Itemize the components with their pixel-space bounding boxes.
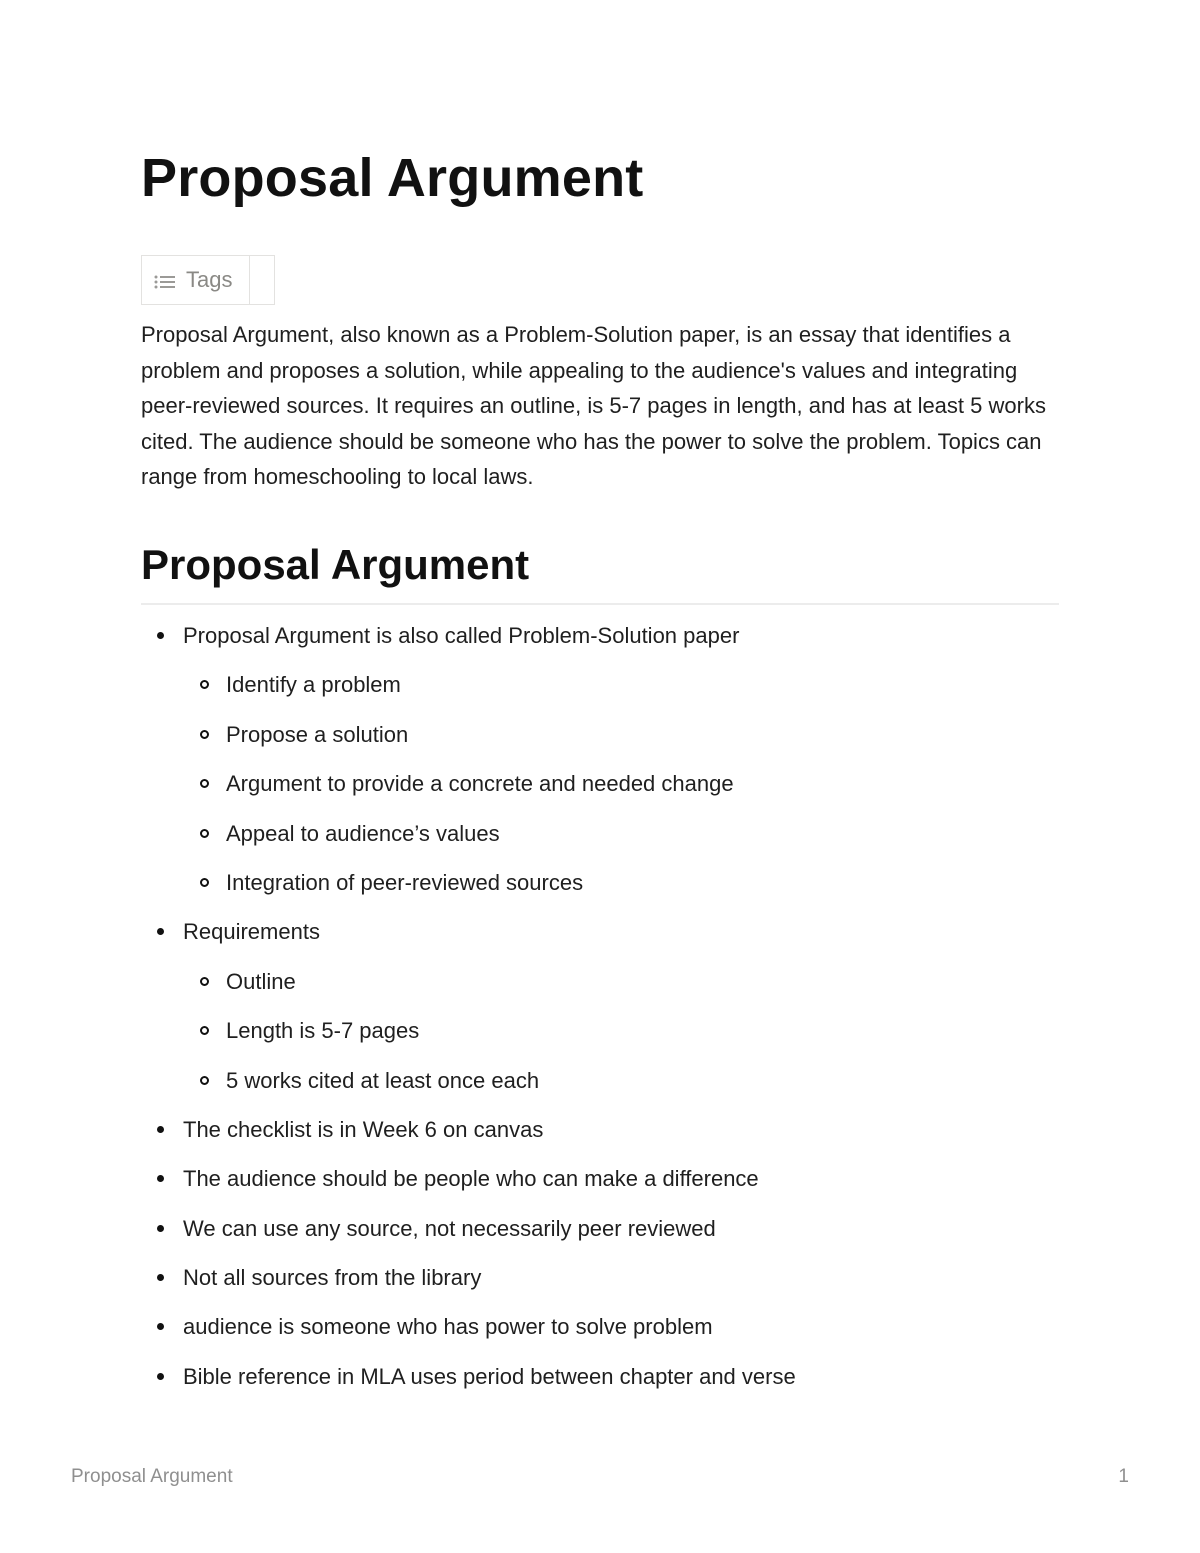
page-title: Proposal Argument: [141, 148, 644, 208]
hollow-bullet-icon: [200, 878, 209, 887]
hollow-bullet-icon: [200, 829, 209, 838]
list-item-text: The checklist is in Week 6 on canvas: [183, 1116, 544, 1142]
hollow-bullet-icon: [200, 1076, 209, 1085]
sub-list-item: [141, 957, 1059, 1006]
page-number: 1: [1118, 1466, 1129, 1487]
bullet-icon: [157, 1274, 164, 1281]
list-item-text: Integration of peer-reviewed sources: [226, 869, 584, 895]
list-item: [141, 907, 1059, 956]
properties-table: [141, 255, 275, 305]
list-item-text: We can use any source, not necessarily peer reviewed: [183, 1215, 716, 1241]
list-item-text: Proposal Argument is also called Problem-Solution paper: [183, 623, 740, 648]
list-item: [141, 1204, 1059, 1253]
hollow-bullet-icon: [200, 1026, 209, 1035]
list-item: [141, 1154, 1059, 1203]
list-item-text: Identify a problem: [226, 672, 401, 698]
list-item-text: Length is 5-7 pages: [226, 1018, 420, 1044]
bullet-list: [141, 611, 1059, 1401]
list-item-text: Requirements: [183, 919, 320, 945]
tags-value[interactable]: [250, 256, 274, 304]
list-item-text: The audience should be people who can make a difference: [183, 1166, 759, 1192]
sub-list-item: [141, 710, 1059, 759]
bullet-icon: [157, 1225, 164, 1232]
heading-divider: [141, 603, 1059, 605]
bullet-icon: [157, 1323, 164, 1330]
intro-paragraph: Proposal Argument, also known as a Problem-Solution paper, is an essay that identifies a problem and proposes a solution, while appealing to the audience's values and integrating peer-reviewed sources. It requires an outline, is 5-7 pages in length, and has at least 5 works cited. The audience should be someone who has the power to solve the problem. Topics can range from homeschooling to local laws.: [141, 322, 1046, 489]
sub-list-item: [141, 809, 1059, 858]
bullet-icon: [157, 1126, 164, 1133]
list-item: [141, 1105, 1059, 1154]
tags-property[interactable]: [142, 256, 250, 304]
list-item-text: audience is someone who has power to solve problem: [183, 1314, 713, 1340]
hollow-bullet-icon: [200, 977, 209, 986]
bullet-icon: [157, 1373, 164, 1380]
footer-title: Proposal Argument: [71, 1466, 233, 1487]
list-item-text: Not all sources from the library: [183, 1265, 482, 1291]
bullet-icon: [157, 928, 164, 935]
hollow-bullet-icon: [200, 779, 209, 788]
sub-list-item: [141, 1056, 1059, 1105]
list-item-text: Appeal to audience’s values: [226, 820, 500, 846]
bullet-icon: [157, 1175, 164, 1182]
sub-list-item: [141, 759, 1059, 808]
section-heading: Proposal Argument: [141, 541, 530, 588]
list-item-text: Argument to provide a concrete and needed change: [226, 771, 734, 797]
list-item: [141, 1302, 1059, 1351]
bullet-icon: [157, 632, 164, 639]
list-item: [141, 1253, 1059, 1302]
list-item-text: Bible reference in MLA uses period between chapter and verse: [183, 1363, 796, 1389]
list-icon: [154, 271, 176, 289]
sub-list-item: [141, 660, 1059, 709]
list-item-text: Propose a solution: [226, 721, 409, 747]
list-item: [141, 1352, 1059, 1401]
list-item: [141, 611, 1059, 660]
list-item-text: 5 works cited at least once each: [226, 1067, 540, 1093]
hollow-bullet-icon: [200, 730, 209, 739]
tags-label: Tags: [186, 267, 233, 292]
sub-list-item: [141, 1006, 1059, 1055]
list-item-text: Outline: [226, 968, 296, 994]
sub-list-item: [141, 858, 1059, 907]
hollow-bullet-icon: [200, 680, 209, 689]
